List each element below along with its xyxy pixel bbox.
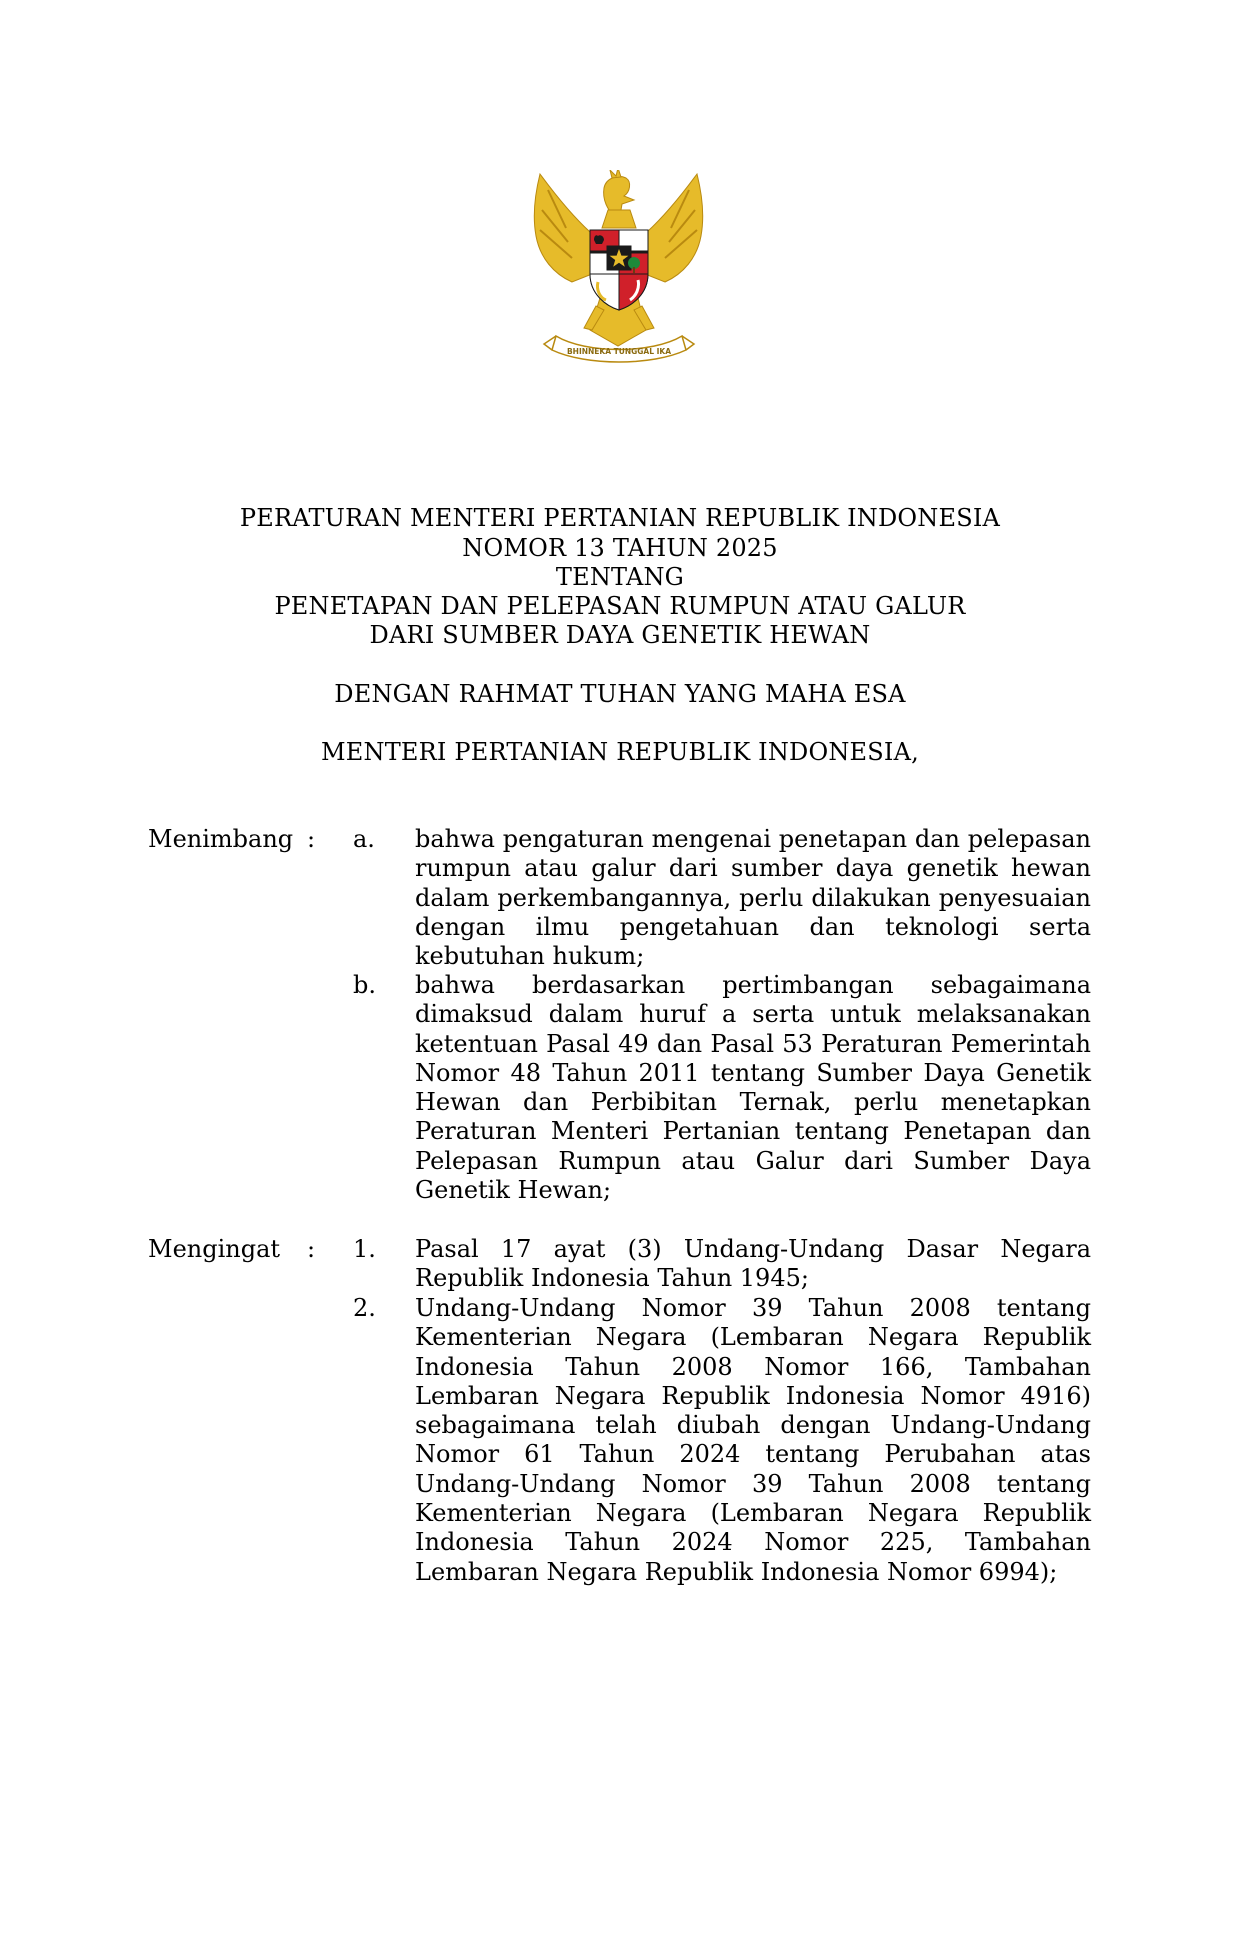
garuda-pancasila-emblem: [526, 170, 711, 365]
regulation-subject-line-1: PENETAPAN DAN PELEPASAN RUMPUN ATAU GALUR: [274, 592, 966, 620]
regulation-title: PERATURAN MENTERI PERTANIAN REPUBLIK INDONESIA: [239, 504, 1001, 532]
mengingat-label: Mengingat: [148, 1235, 281, 1263]
mengingat-item-text: Undang-Undang Nomor 39 Tahun 2008 tentang Kementerian Negara (Lembaran Negara Republik Indonesia Tahun 2008 Nomor 166, Tambahan Lembaran Negara Republik Indonesia Nomor 4916) sebagaimana telah diubah dengan Undang-Undang Nomor 61 Tahun 2024 tentang Perubahan atas Undang-Undang Nomor 39 Tahun 2008 tentang Kementerian Negara (Lembaran Negara Republik Indonesia Tahun 2024 Nomor 225, Tambahan Lembaran Negara Republik Indonesia Nomor 6994);: [415, 1294, 1091, 1586]
regulation-subject-line-2: DARI SUMBER DAYA GENETIK HEWAN: [369, 621, 871, 649]
regulation-number: NOMOR 13 TAHUN 2025: [462, 534, 778, 562]
menimbang-item-text: bahwa pengaturan mengenai penetapan dan pelepasan rumpun atau galur dari sumber daya genetik hewan dalam perkembangannya, perlu dilakukan penyesuaian dengan ilmu pengetahuan dan teknologi serta kebutuhan hukum;: [415, 825, 1091, 971]
menimbang-item-marker: b.: [353, 971, 376, 999]
mengingat-item-marker: 1.: [353, 1235, 376, 1263]
menimbang-colon: :: [307, 825, 316, 853]
mengingat-colon: :: [307, 1235, 316, 1263]
regulation-about: TENTANG: [555, 563, 685, 591]
menimbang-label: Menimbang: [148, 825, 294, 853]
invocation: DENGAN RAHMAT TUHAN YANG MAHA ESA: [334, 680, 906, 708]
mengingat-item-text: Pasal 17 ayat (3) Undang-Undang Dasar Negara Republik Indonesia Tahun 1945;: [415, 1235, 1091, 1293]
menimbang-item-text: bahwa berdasarkan pertimbangan sebagaimana dimaksud dalam huruf a serta untuk melaksanakan ketentuan Pasal 49 dan Pasal 53 Peraturan Pemerintah Nomor 48 Tahun 2011 tentang Sumber Daya Genetik Hewan dan Perbibitan Ternak, perlu menetapkan Peraturan Menteri Pertanian tentang Penetapan dan Pelepasan Rumpun atau Galur dari Sumber Daya Genetik Hewan;: [415, 971, 1091, 1205]
menimbang-item-marker: a.: [353, 825, 375, 853]
emblem-motto: BHINNEKA TUNGGAL IKA: [566, 347, 672, 356]
issuer: MENTERI PERTANIAN REPUBLIK INDONESIA,: [321, 738, 919, 766]
mengingat-item-marker: 2.: [353, 1294, 376, 1322]
